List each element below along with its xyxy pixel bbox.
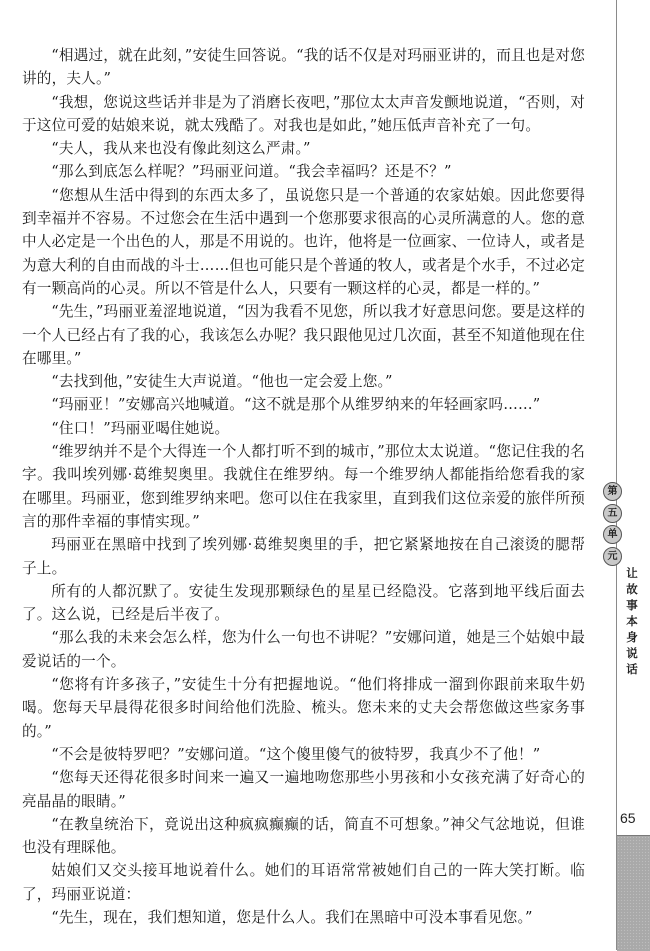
chapter-title-char: 故 — [626, 582, 638, 596]
paragraph: “维罗纳并不是个大得连一个人都打听不到的城市，”那位太太说道。“您记住我的名字。我叫埃列娜·葛维契奥里。我就住在维罗纳。每一个维罗纳人都能指给您看我的家在哪里。玛丽亚，您到维罗纳来吧。您可以住在我家里，直到我们这位亲爱的旅伴所预言的那件幸福的事情实现。” — [22, 443, 585, 530]
unit-label — [603, 482, 623, 568]
chapter-title-char: 说 — [626, 646, 638, 660]
paragraph: “住口！”玛丽亚喝住她说。 — [51, 419, 230, 437]
paragraph: “夫人，我从来也没有像此刻这么严肃。” — [51, 140, 311, 158]
chapter-title-char: 话 — [626, 662, 638, 676]
unit-badge-circle: 第 — [603, 482, 622, 501]
paragraph: “玛丽亚！”安娜高兴地喊道。“这不就是那个从维罗纳来的年轻画家吗……” — [51, 396, 541, 414]
unit-badge-circle: 单 — [603, 525, 622, 544]
margin-divider-line — [616, 0, 617, 950]
paragraph: “相遇过，就在此刻，”安徒生回答说。“我的话不仅是对玛丽亚讲的，而且也是对您讲的，夫人。” — [22, 47, 585, 88]
unit-badge-circle: 元 — [603, 547, 622, 566]
page-edge-tab — [617, 835, 650, 951]
paragraph: “在教皇统治下，竟说出这种疯疯癫癫的话，简直不可想象。”神父气忿地说，但谁也没有理睬他。 — [22, 815, 585, 857]
paragraph: 所有的人都沉默了。安徒生发现那颗绿色的星星已经隐没。它落到地平线后面去了。这么说，已经是后半夜了。 — [22, 582, 585, 624]
chapter-title-char: 本 — [626, 614, 638, 628]
chapter-title-char: 身 — [626, 630, 638, 644]
paragraph: “您想从生活中得到的东西太多了，虽说您只是一个普通的农家姑娘。因此您要得到幸福并不容易。不过您会在生活中遇到一个您那要求很高的心灵所满意的人。您的意中人必定是一个出色的人，那是不用说的。也许，他将是一位画家、一位诗人，或者是为意大利的自由而战的斗士……但也可能只是个普通的牧人，或者是个水手，不过必定有一颗高尚的心灵。所以不管是什么人，只要有一颗这样的心灵，都是一样的。” — [22, 186, 585, 297]
chapter-title-char: 事 — [626, 598, 638, 612]
paragraph: 玛丽亚在黑暗中找到了埃列娜·葛维契奥里的手，把它紧紧地按在自己滚烫的腮帮子上。 — [22, 536, 585, 577]
page-body-text — [22, 44, 585, 929]
paragraph: “您将有许多孩子，”安徒生十分有把握地说。“他们将排成一溜到你跟前来取牛奶喝。您每天早晨得花很多时间给他们洗脸、梳头。您未来的丈夫会帮您做这些家务事的。” — [22, 676, 585, 740]
paragraph: “我想，您说这些话并非是为了消磨长夜吧，”那位太太声音发颤地说道，“否则，对于这位可爱的姑娘来说，就太残酷了。对我也是如此，”她压低声音补充了一句。 — [22, 93, 585, 134]
chapter-title-char: 让 — [626, 566, 638, 580]
unit-badge-circle: 五 — [603, 504, 622, 523]
page-number: 65 — [620, 810, 636, 826]
paragraph: “不会是彼特罗吧？”安娜问道。“这个傻里傻气的彼特罗，我真少不了他！” — [51, 745, 541, 763]
paragraph: 姑娘们又交头接耳地说着什么。她们的耳语常常被她们自己的一阵大笑打断。临了，玛丽亚说道： — [22, 862, 585, 903]
paragraph: “去找到他，”安徒生大声说道。“他也一定会爱上您。” — [51, 373, 393, 391]
paragraph: “先生，现在，我们想知道，您是什么人。我们在黑暗中可没本事看见您。” — [51, 908, 533, 926]
paragraph: “先生，”玛丽亚羞涩地说道，“因为我看不见您，所以我才好意思问您。要是这样的一个人已经占有了我的心，我该怎么办呢？我只跟他见过几次面，甚至不知道他现在住在哪里。” — [22, 303, 585, 367]
paragraph: “那么到底怎么样呢？”玛丽亚问道。“我会幸福吗？还是不？” — [51, 163, 452, 181]
paragraph: “那么我的未来会怎么样，您为什么一句也不讲呢？”安娜问道，她是三个姑娘中最爱说话的一个。 — [22, 629, 585, 670]
chapter-title-vertical — [625, 565, 639, 677]
paragraph: “您每天还得花很多时间来一遍又一遍地吻您那些小男孩和小女孩充满了好奇心的亮晶晶的眼睛。” — [22, 769, 585, 810]
